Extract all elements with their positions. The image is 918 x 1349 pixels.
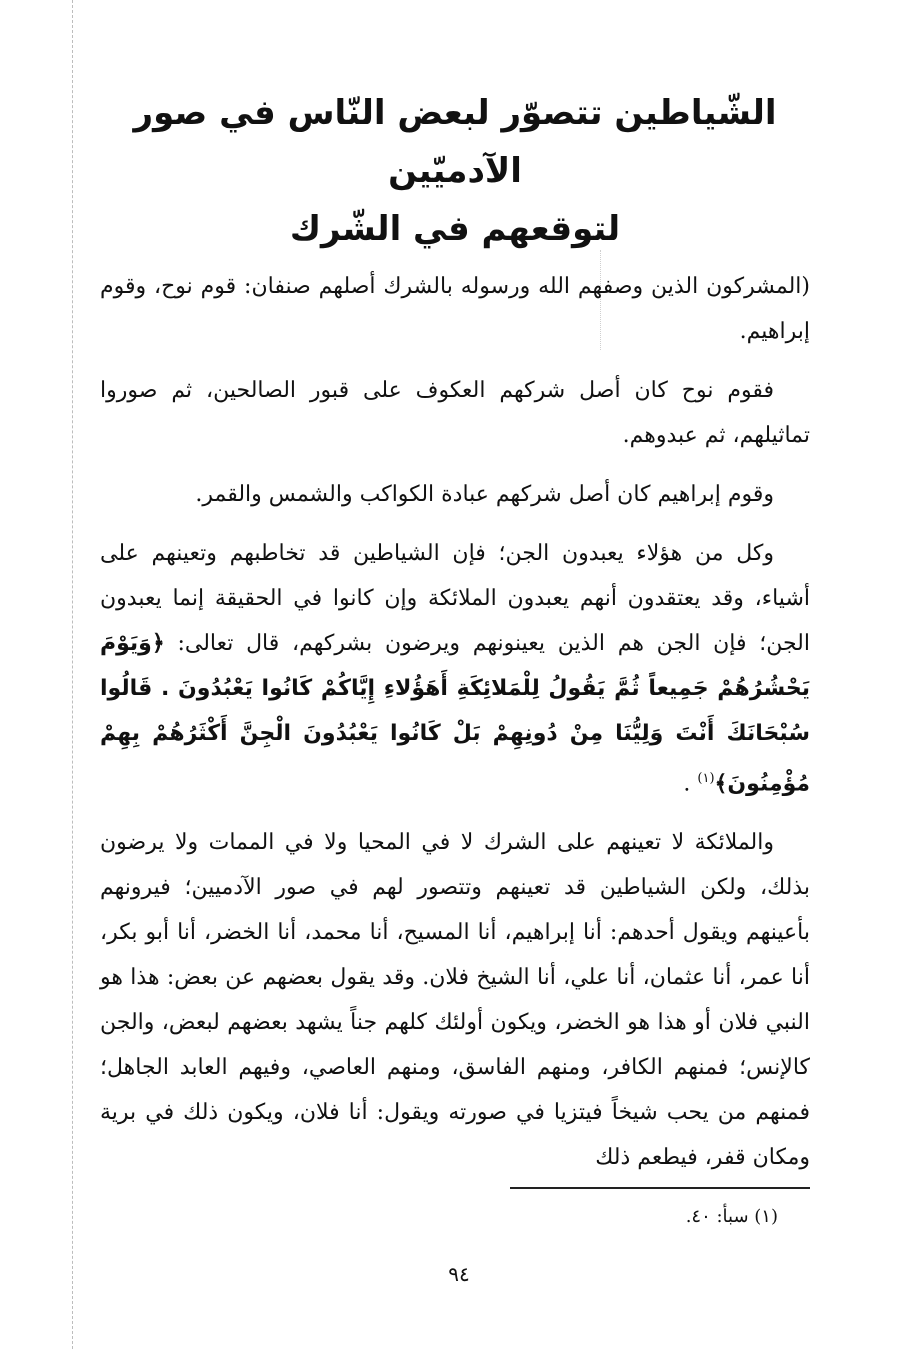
- page-body: [100, 84, 810, 1194]
- paragraph-4-end: .: [683, 771, 698, 797]
- page-number: ٩٤: [448, 1262, 470, 1286]
- paragraph-4: [100, 531, 810, 806]
- paragraph-1: (المشركون الذين وصفهم الله ورسوله بالشرك أصلهم صنفان: قوم نوح، وقوم إبراهيم.: [100, 274, 810, 344]
- footnote-separator: [510, 1187, 810, 1189]
- paragraph-2: فقوم نوح كان أصل شركهم العكوف على قبور الصالحين، ثم صوروا تماثيلهم، ثم عبدوهم.: [100, 378, 810, 448]
- paragraph-5: والملائكة لا تعينهم على الشرك لا في المحيا ولا في الممات ولا يرضون بذلك، ولكن الشياطين قد تعينهم وتتصور لهم في صور الآدميين؛ فيرونهم بأعينهم ويقول أحدهم: أنا إبراهيم، أنا المسيح، أنا محمد، أنا الخضر، أنا أبو بكر، أنا عمر، أنا عثمان، أنا علي، أنا الشيخ فلان. وقد يقول بعضهم عن بعض: هذا هو النبي فلان أو هذا هو الخضر، ويكون أولئك كلهم جناً يشهد بعضهم لبعض، والجن كالإنس؛ فمنهم الكافر، ومنهم الفاسق، ومنهم العاصي، وفيهم العابد الجاهل؛ فمنهم من يحب شيخاً فيتزيا في صورته ويقول: أنا فلان، ويكون ذلك في برية ومكان قفر، فيطعم ذلك: [100, 830, 810, 1171]
- footnote-reference: (١): [697, 771, 715, 786]
- footnote: (١) سبأ: ٤٠.: [685, 1206, 778, 1227]
- paragraph-3: وقوم إبراهيم كان أصل شركهم عبادة الكواكب والشمس والقمر.: [195, 482, 774, 507]
- chapter-title-line-1: الشّياطين تتصوّر لبعض النّاس في صور الآدميّين: [133, 93, 777, 191]
- scan-edge-line: [72, 0, 73, 1349]
- quran-verse: ﴿وَيَوْمَ يَحْشُرُهُمْ جَمِيعاً ثُمَّ يَقُولُ لِلْمَلائِكَةِ أَهَؤُلاءِ إِيَّاكُمْ كَانُوا يَعْبُدُونَ . قَالُوا سُبْحَانَكَ أَنْتَ وَلِيُّنَا مِنْ دُونِهِمْ بَلْ كَانُوا يَعْبُدُونَ الْجِنَّ أَكْثَرُهُمْ بِهِمْ مُؤْمِنُونَ﴾: [100, 631, 810, 797]
- chapter-title: [100, 84, 810, 258]
- chapter-title-line-2: لتوقعهم في الشّرك: [289, 209, 621, 249]
- paragraph-4-text: وكل من هؤلاء يعبدون الجن؛ فإن الشياطين قد تخاطبهم وتعينهم على أشياء، وقد يعتقدون أنهم يعبدون الملائكة وإن كانوا في الحقيقة إنما يعبدون الجن؛ فإن الجن هم الذين يعينونهم ويرضون بشركهم، قال تعالى:: [100, 541, 810, 656]
